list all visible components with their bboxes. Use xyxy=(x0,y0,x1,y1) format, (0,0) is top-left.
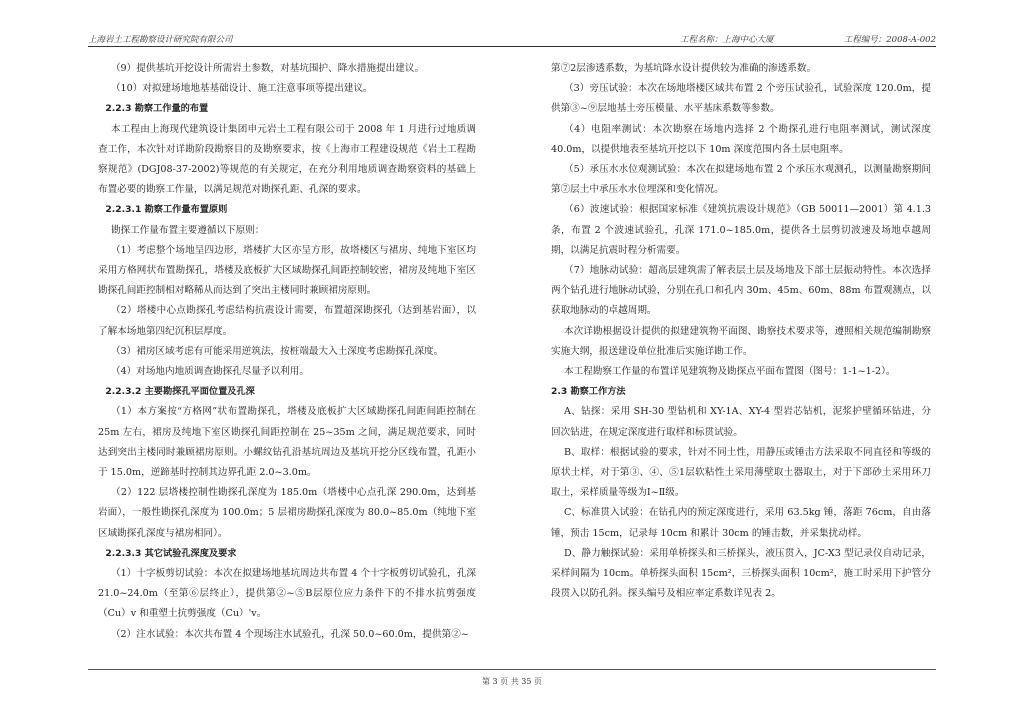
paragraph: （6）波速试验：根据国家标准《建筑抗震设计规范》（GB 50011—2001）第 4.1.3 条，布置 2 个波速试验孔，孔深 171.0~185.0m，提供各土层剪切波速及场地卓越周期，以满足抗震时程分析需要。 xyxy=(551,204,931,256)
paragraph: （1）考虑整个场地呈四边形，塔楼扩大区亦呈方形，故塔楼区与裙房、纯地下室区均采用方格网状布置勘探孔，塔楼及底板扩大区域勘探孔间距控制较密，裙房及纯地下室区勘探孔间距控制相对略稀从而达到了突出主楼同时兼顾裙房原则。 xyxy=(98,244,476,297)
project-name: 工程名称：上海中心大厦 xyxy=(680,35,774,45)
footer-rule xyxy=(88,669,936,670)
paragraph: 第⑦2层渗透系数，为基坑降水设计提供较为准确的渗透系数。 xyxy=(551,63,817,74)
project-code: 工程编号：2008-A-002 xyxy=(843,35,936,45)
paragraph: （1）十字板剪切试验：本次在拟建场地基坑周边共布置 4 个十字板剪切试验孔，孔深 21.0~24.0m（至第⑥层终止），提供第②~⑤B层原位应力条件下的不排水抗剪强度（Cu）v 和重塑土抗剪强度（Cu）'v。 xyxy=(98,568,476,620)
paragraph: （7）地脉动试验：超高层建筑需了解表层土层及场地及下部土层振动特性。本次选择两个钻孔进行地脉动试验，分别在孔口和孔内 30m、45m、60m、88m 布置观测点，以获取地脉动的卓越周期。 xyxy=(551,265,931,317)
paragraph: （4）对场地内地质调查勘探孔尽量予以利用。 xyxy=(110,366,309,378)
paragraph: （5）承压水水位观测试验：本次在拟建场地布置 2 个承压水观测孔，以测量勘察期间第⑦层土中承压水水位埋深和变化情况。 xyxy=(551,164,931,196)
paragraph: C、标准贯入试验：在钻孔内的预定深度进行，采用 63.5kg 锤，落距 76cm，自由落锤，预击 15cm，记录每 10cm 和累计 30cm 的锤击数，并采集扰动样。 xyxy=(551,507,931,539)
section-heading: 2.2.3.2 主要勘探孔平面位置及孔深 xyxy=(105,386,255,398)
section-heading: 2.2.3.3 其它试验孔深度及要求 xyxy=(105,547,237,559)
paragraph: （2）注水试验：本次共布置 4 个现场注水试验孔，孔深 50.0~60.0m，提供第②~ xyxy=(110,628,469,640)
paragraph: 本工程勘察工作量的布置详见建筑物及勘探点平面布置图（图号：1-1~1-2）。 xyxy=(563,366,896,378)
paragraph: 勘探工作量布置主要遵循以下原则： xyxy=(110,224,265,236)
paragraph: （10）对拟建场地地基基础设计、施工注意事项等提出建议。 xyxy=(110,83,373,95)
right-column xyxy=(551,59,931,604)
page-header xyxy=(88,33,936,45)
paragraph: 本工程由上海现代建筑设计集团申元岩土工程有限公司于 2008 年 1 月进行过地质调查工作，本次针对详勘阶段勘察目的及勘察要求，按《上海市工程建设规范《岩土工程勘察规范》(DGJ08-37-2002)等规范的有关规定，在充分利用地质调查勘察资料的基础上布置必要的勘察工作量，以满足规范对勘探孔距、孔深的要求。 xyxy=(98,123,476,196)
paragraph: B、取样：根据试验的要求，针对不同土性，用静压或锤击方法采取不同直径和等级的原状土样，对于第③、④、⑤1层软粘性土采用薄壁取土器取土，对于下部砂土采用环刀取土，采样质量等级为Ⅰ~Ⅱ级。 xyxy=(551,446,931,499)
paragraph: （2）塔楼中心点勘探孔考虑结构抗震设计需要，布置超深勘探孔（达到基岩面），以了解本场地第四纪沉积层厚度。 xyxy=(98,305,476,337)
paragraph: A、钻探：采用 SH-30 型钻机和 XY-1A、XY-4 型岩芯钻机，泥浆护壁循环钻进，分回次钻进，在规定深度进行取样和标贯试验。 xyxy=(551,406,931,438)
section-heading: 2.2.3.1 勘察工作量布置原则 xyxy=(105,204,228,216)
section-heading: 2.2.3 勘察工作量的布置 xyxy=(105,103,209,115)
header-rule xyxy=(88,46,936,47)
paragraph: D、静力触探试验：采用单桥探头和三桥探头，液压贯入，JC-X3 型记录仪自动记录，采样间隔为 10cm。单桥探头面积 15cm²，三桥探头面积 10cm²，施工时采用下护管分段贯入以防孔斜。探头编号及相应率定系数详见表 2。 xyxy=(551,547,931,600)
paragraph: 本次详勘根据设计提供的拟建建筑物平面图、勘察技术要求等，遵照相关规范编制勘察实施大纲，报送建设单位批准后实施详勘工作。 xyxy=(551,325,931,357)
paragraph: （3）旁压试验：本次在场地塔楼区域共布置 2 个旁压试验孔，试验深度 120.0m，提供第③~⑨层地基土旁压模量、水平基床系数等参数。 xyxy=(551,83,931,115)
paragraph: （9）提供基坑开挖设计所需岩土参数，对基坑围护、降水措施提出建议。 xyxy=(110,63,425,74)
paragraph: （1）本方案按“方格网”状布置勘探孔，塔楼及底板扩大区域勘探孔间距间距控制在 25m 左右，裙房及纯地下室区勘探孔间距控制在 25~35m 之间，满足规范要求，同时达到突出主楼同时兼顾裙房原则。小螺纹钻孔沿基坑周边及基坑开挖分区线布置，孔距小于 15.0m，逆蹄基时控制其边界孔距 2.0~3.0m。 xyxy=(98,406,476,479)
paragraph: （2）122 层塔楼控制性勘探孔深度为 185.0m（塔楼中心点孔深 290.0m，达到基岩面），一般性勘探孔深度为 100.0m；5 层裙房勘探孔深度为 80.0~85.0m（纯地下室区域勘探孔深度与裙房相同）。 xyxy=(98,487,477,539)
page-number: 第 3 页 共 35 页 xyxy=(482,677,542,686)
paragraph: （4）电阻率测试：本次勘察在场地内选择 2 个勘探孔进行电阻率测试，测试深度 40.0m，以提供地表至基坑开挖以下 10m 深度范围内各土层电阻率。 xyxy=(551,123,931,155)
left-column xyxy=(98,59,476,645)
section-heading: 2.3 勘察工作方法 xyxy=(551,386,626,398)
paragraph: （3）裙房区域考虑有可能采用逆筑法，按桩端最大入土深度考虑勘探孔深度。 xyxy=(110,345,444,357)
company-name: 上海岩土工程勘察设计研究院有限公司 xyxy=(88,35,233,45)
